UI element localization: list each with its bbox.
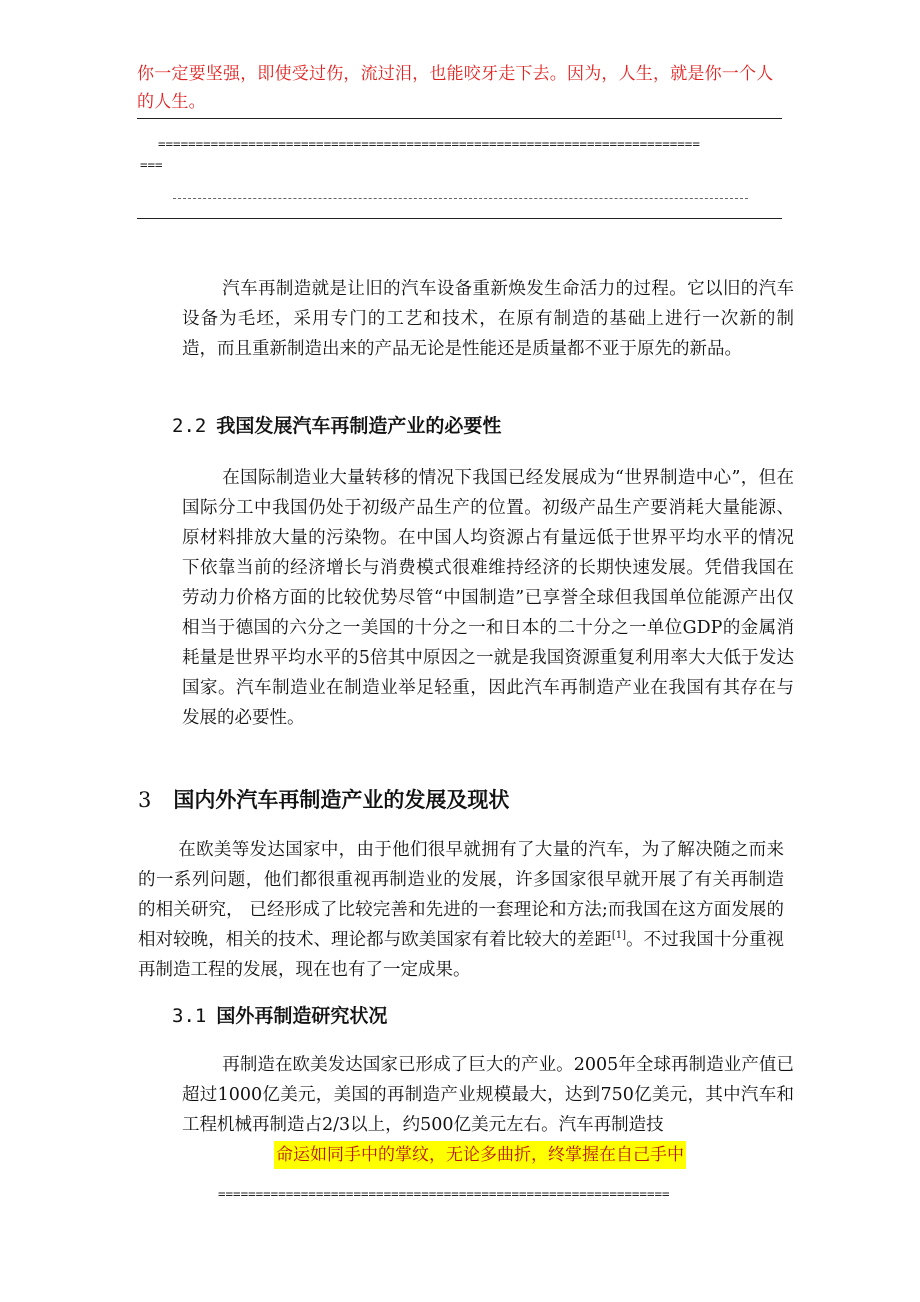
- heading-3-number: 3: [138, 788, 152, 812]
- heading-2-2-number: 2.2: [172, 415, 207, 437]
- section-3-paragraph-a: 在欧美等发达国家中，由于他们很早就拥有了大量的汽车，为了解决随之而来的一系列问题，他们都很重视再制造业的发展，许多国家很早就开展了有关再制造的相关研究， 已经形成了比较完善和先进的一套理论和方法;而我国在这方面发展的相对较晚，相关的技术、理论都与欧美国家有着比较大的差距: [138, 840, 784, 950]
- header-motto: 你一定要坚强，即使受过伤，流过泪，也能咬牙走下去。因为，人生，就是你一个人的人生。: [137, 64, 774, 112]
- heading-3: [138, 784, 509, 814]
- separator-dashes: [173, 198, 748, 199]
- section-3-1-paragraph: 再制造在欧美发达国家已形成了巨大的产业。2005年全球再制造业产值已超过1000亿美元，美国的再制造产业规模最大，达到750亿美元，其中汽车和工程机械再制造占2/3以上，约500亿美元左右。汽车再制造技: [182, 1055, 794, 1135]
- heading-3-1: [172, 1001, 387, 1028]
- header-rule-bottom: [137, 218, 782, 219]
- footer-highlight-quote: 命运如同手中的掌纹，无论多曲折，终掌握在自己手中: [274, 1141, 686, 1169]
- section-3-paragraph: [138, 835, 784, 985]
- separator-equals: ========================================================================: [158, 136, 700, 151]
- heading-2-2-title: 我国发展汽车再制造产业的必要性: [216, 415, 502, 437]
- footer-separator-equals: ============================================================: [218, 1186, 670, 1201]
- heading-3-1-title: 国外再制造研究状况: [216, 1005, 388, 1027]
- heading-3-title: 国内外汽车再制造产业的发展及现状: [173, 788, 510, 812]
- intro-paragraph: 汽车再制造就是让旧的汽车设备重新焕发生命活力的过程。它以旧的汽车设备为毛坯，采用专门的工艺和技术，在原有制造的基础上进行一次新的制造，而且重新制造出来的产品无论是性能还是质量都不亚于原先的新品。: [182, 279, 794, 359]
- citation-1: [1]: [611, 930, 627, 942]
- section-3-paragraph-b: 。不过我国十分重视再制造工程的发展，现在也有了一定成果。: [138, 930, 785, 980]
- section-2-2-paragraph: 在国际制造业大量转移的情况下我国已经发展成为“世界制造中心”，但在国际分工中我国仍处于初级产品生产的位置。初级产品生产要消耗大量能源、原材料排放大量的污染物。在中国人均资源占有量远低于世界平均水平的情况下依靠当前的经济增长与消费模式很难维持经济的长期快速发展。凭借我国在劳动力价格方面的比较优势尽管“中国制造”已享誉全球但我国单位能源产出仅相当于德国的六分之一美国的十分之一和日本的二十分之一单位GDP的金属消耗量是世界平均水平的5倍其中原因之一就是我国资源重复利用率大大低于发达国家。汽车制造业在制造业举足轻重，因此汽车再制造产业在我国有其存在与发展的必要性。: [182, 468, 794, 728]
- separator-equals-continued: ===: [140, 157, 163, 172]
- heading-2-2: [172, 411, 501, 438]
- heading-3-1-number: 3.1: [172, 1005, 207, 1027]
- header-rule-top: [137, 118, 782, 119]
